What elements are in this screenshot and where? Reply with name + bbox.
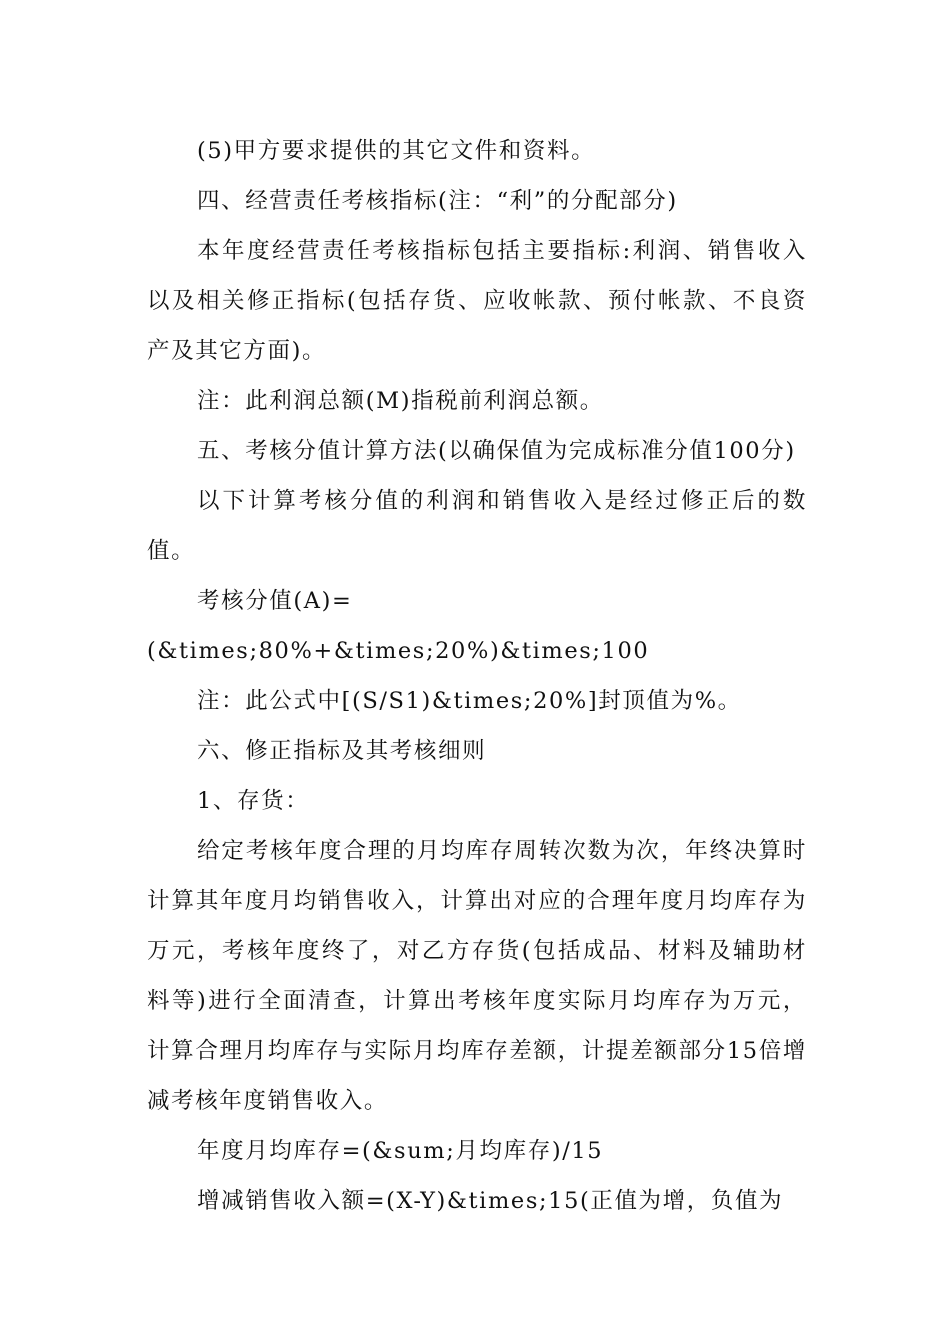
note-profit-total: 注：此利润总额(M)指税前利润总额。 bbox=[197, 388, 604, 414]
paragraph-calculation-basis: 以下计算考核分值的利润和销售收入是经过修正后的数值。 bbox=[147, 488, 807, 564]
paragraph-inventory-rules: 给定考核年度合理的月均库存周转次数为次，年终决算时计算其年度月均销售收入，计算出对应的合理年度月均库存为万元，考核年度终了，对乙方存货(包括成品、材料及辅助材料等)进行全面清查，计算出考核年度实际月均库存为万元，计算合理月均库存与实际月均库存差额，计提差额部分15倍增减考核年度销售收入。 bbox=[147, 838, 807, 1114]
subheading-inventory: 1、存货： bbox=[197, 788, 310, 814]
formula-score: 考核分值(A)=(&times;80%+&times;20%)&times;100 bbox=[147, 588, 650, 664]
heading-section-six: 六、修正指标及其考核细则 bbox=[197, 738, 487, 764]
paragraph-other-documents: (5)甲方要求提供的其它文件和资料。 bbox=[197, 138, 596, 164]
note-formula-cap: 注：此公式中[(S/S1)&times;20%]封顶值为%。 bbox=[197, 688, 742, 714]
heading-section-four: 四、经营责任考核指标(注：“利”的分配部分) bbox=[197, 188, 678, 214]
formula-revenue-adjustment: 增减销售收入额=(X-Y)&times;15(正值为增，负值为 bbox=[197, 1188, 784, 1214]
heading-section-five: 五、考核分值计算方法(以确保值为完成标准分值100分) bbox=[197, 438, 796, 464]
formula-monthly-inventory: 年度月均库存=(&sum;月均库存)/15 bbox=[197, 1138, 604, 1164]
paragraph-assessment-indicators: 本年度经营责任考核指标包括主要指标:利润、销售收入以及相关修正指标(包括存货、应收帐款、预付帐款、不良资产及其它方面)。 bbox=[147, 238, 807, 364]
document-body bbox=[147, 126, 807, 1226]
